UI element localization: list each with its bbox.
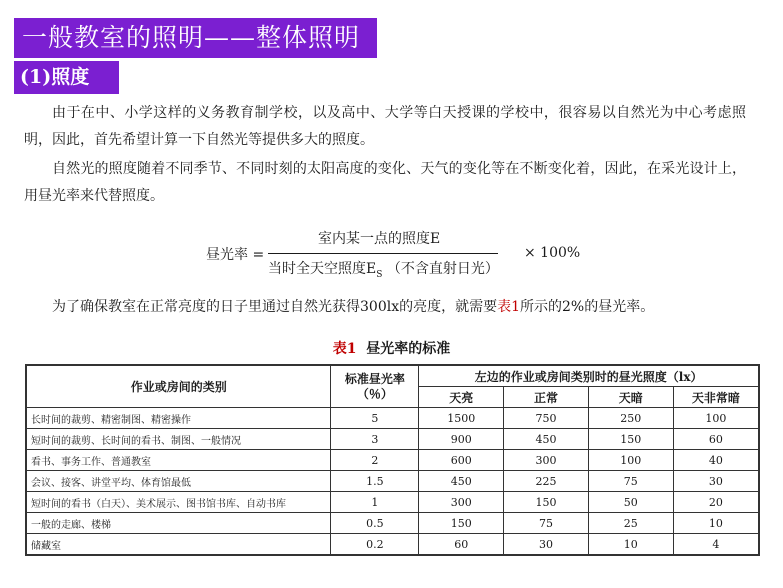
row-ratio: 0.2 bbox=[331, 534, 419, 556]
table-row bbox=[26, 408, 759, 429]
row-illuminance: 225 bbox=[504, 471, 589, 492]
row-illuminance: 40 bbox=[673, 450, 759, 471]
table-row bbox=[26, 471, 759, 492]
daylight-factor-formula bbox=[206, 226, 606, 284]
row-illuminance: 450 bbox=[419, 471, 504, 492]
row-category: 一般的走廊、楼梯 bbox=[26, 513, 331, 534]
section-heading: (1)照度 bbox=[14, 61, 119, 94]
formula-numerator: 室内某一点的照度E bbox=[318, 231, 441, 247]
row-category: 长时间的裁剪、精密制图、精密操作 bbox=[26, 408, 331, 429]
paragraph-daylight: 自然光的照度随着不同季节、不同时刻的太阳高度的变化、天气的变化等在不断变化着，因此，在采光设计上，用昼光率来代替照度。 bbox=[24, 161, 746, 204]
row-illuminance: 600 bbox=[419, 450, 504, 471]
row-illuminance: 900 bbox=[419, 429, 504, 450]
formula-denominator: 当时全天空照度$E_S$ （不含直射日光） bbox=[268, 261, 499, 280]
header-category: 作业或房间的类别 bbox=[26, 365, 331, 408]
header-ratio: 标准昼光率（％） bbox=[331, 365, 419, 408]
row-illuminance: 250 bbox=[588, 408, 673, 429]
row-ratio: 3 bbox=[331, 429, 419, 450]
table-row bbox=[26, 492, 759, 513]
header-group: 左边的作业或房间类别时的昼光照度（lx） bbox=[419, 365, 759, 387]
row-category: 短时间的看书（白天）、美术展示、图书馆书库、自动书库 bbox=[26, 492, 331, 513]
row-illuminance: 750 bbox=[504, 408, 589, 429]
row-illuminance: 60 bbox=[673, 429, 759, 450]
row-illuminance: 10 bbox=[673, 513, 759, 534]
row-category: 看书、事务工作、普通教室 bbox=[26, 450, 331, 471]
page-title: 一般教室的照明——整体照明 bbox=[14, 18, 377, 58]
header-col: 天非常暗 bbox=[673, 387, 759, 408]
row-illuminance: 150 bbox=[419, 513, 504, 534]
row-ratio: 5 bbox=[331, 408, 419, 429]
table-row bbox=[26, 450, 759, 471]
formula-multiplier: × 100% bbox=[524, 245, 581, 261]
row-illuminance: 100 bbox=[588, 450, 673, 471]
table-caption: 表1 昼光率的标准 bbox=[332, 341, 451, 357]
row-illuminance: 30 bbox=[673, 471, 759, 492]
row-illuminance: 100 bbox=[673, 408, 759, 429]
row-illuminance: 300 bbox=[504, 450, 589, 471]
row-illuminance: 1500 bbox=[419, 408, 504, 429]
row-illuminance: 20 bbox=[673, 492, 759, 513]
row-ratio: 2 bbox=[331, 450, 419, 471]
row-illuminance: 300 bbox=[419, 492, 504, 513]
paragraph-intro: 由于在中、小学这样的义务教育制学校，以及高中、大学等白天授课的学校中，很容易以自然光为中心考虑照明，因此，首先希望计算一下自然光等提供多大的照度。 bbox=[24, 105, 746, 148]
row-category: 短时间的裁剪、长时间的看书、制图、一般情况 bbox=[26, 429, 331, 450]
table-row bbox=[26, 534, 759, 556]
header-col: 天亮 bbox=[419, 387, 504, 408]
row-illuminance: 30 bbox=[504, 534, 589, 556]
row-illuminance: 75 bbox=[504, 513, 589, 534]
row-ratio: 0.5 bbox=[331, 513, 419, 534]
daylight-factor-table bbox=[25, 364, 760, 556]
row-illuminance: 10 bbox=[588, 534, 673, 556]
row-category: 储藏室 bbox=[26, 534, 331, 556]
table-row bbox=[26, 513, 759, 534]
row-illuminance: 4 bbox=[673, 534, 759, 556]
row-illuminance: 150 bbox=[504, 492, 589, 513]
row-illuminance: 25 bbox=[588, 513, 673, 534]
paragraph-requirement: 为了确保教室在正常亮度的日子里通过自然光获得300lx的亮度，就需要表1所示的2%的昼光率。 bbox=[52, 299, 655, 315]
row-illuminance: 450 bbox=[504, 429, 589, 450]
row-illuminance: 75 bbox=[588, 471, 673, 492]
table-reference-link[interactable]: 表1 bbox=[497, 299, 521, 315]
row-ratio: 1 bbox=[331, 492, 419, 513]
fraction-line bbox=[268, 253, 498, 254]
formula-lhs: 昼光率 = bbox=[206, 247, 265, 263]
row-category: 会议、接客、讲堂平均、体育馆最低 bbox=[26, 471, 331, 492]
row-illuminance: 150 bbox=[588, 429, 673, 450]
row-ratio: 1.5 bbox=[331, 471, 419, 492]
table-row bbox=[26, 429, 759, 450]
row-illuminance: 60 bbox=[419, 534, 504, 556]
header-col: 正常 bbox=[504, 387, 589, 408]
header-col: 天暗 bbox=[588, 387, 673, 408]
row-illuminance: 50 bbox=[588, 492, 673, 513]
